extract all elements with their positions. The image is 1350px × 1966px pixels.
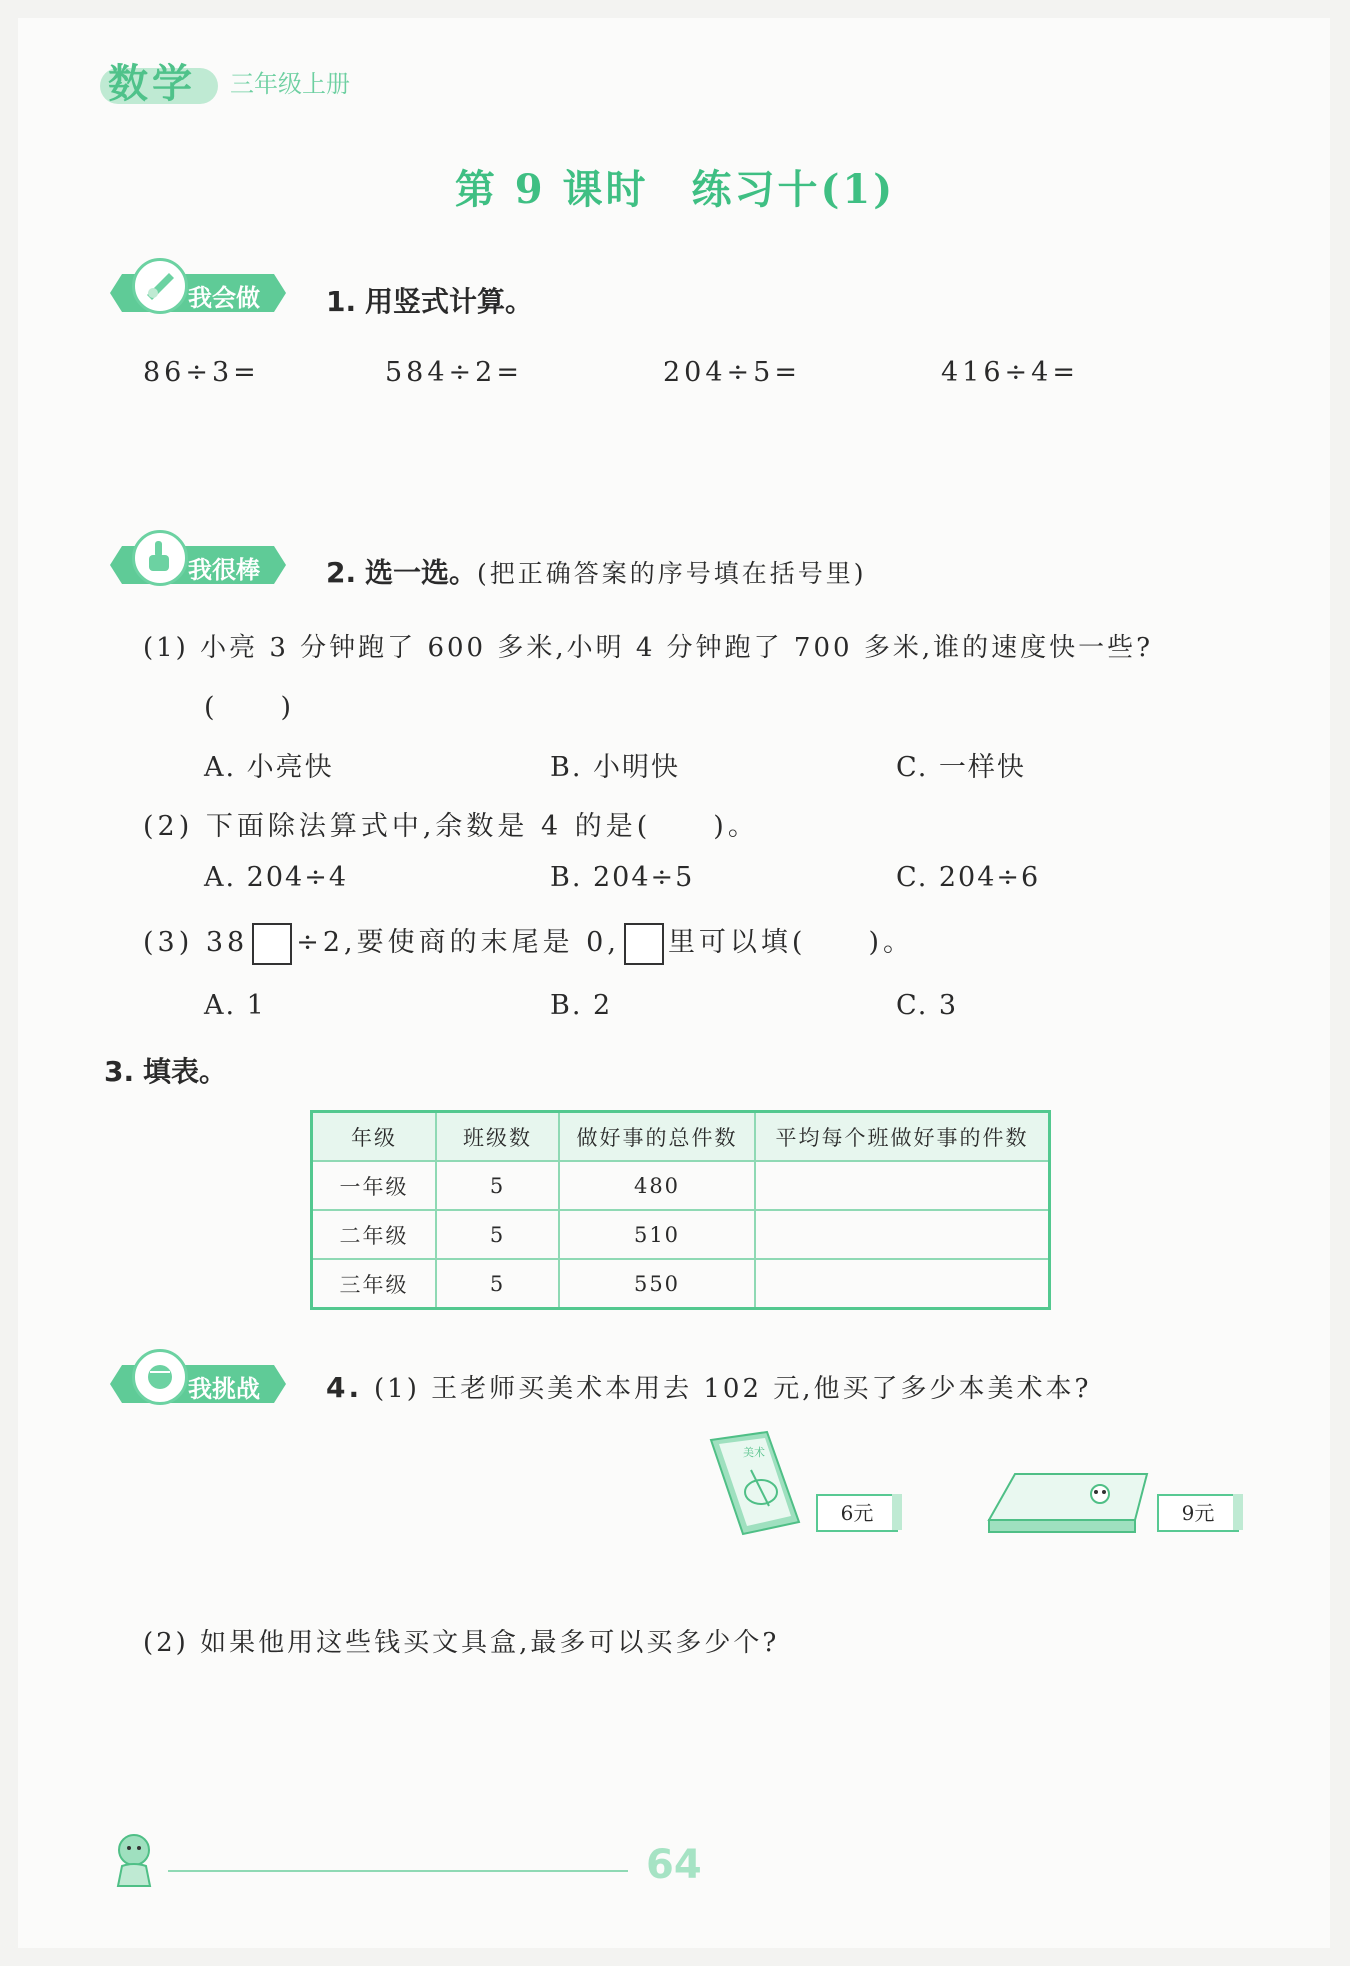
q4-sub2-text: (2) 如果他用这些钱买文具盒,最多可以买多少个? — [143, 1628, 780, 1658]
col-header-average: 平均每个班做好事的件数 — [755, 1112, 1050, 1162]
q2-note: (把正确答案的序号填在括号里) — [477, 559, 867, 588]
q1-item-3: 204÷5= — [663, 357, 801, 388]
q2-sub1 — [143, 627, 1153, 664]
pencil-box-price-tag: 9元 — [1157, 1494, 1239, 1532]
q2-sub3-label: (3) — [143, 927, 194, 958]
cell-total: 550 — [559, 1259, 755, 1309]
fist-icon — [132, 1349, 188, 1405]
col-header-grade: 年级 — [312, 1112, 437, 1162]
cell-classes: 5 — [436, 1210, 559, 1259]
pencil-box-icon — [985, 1470, 1155, 1540]
table-row — [312, 1161, 1050, 1210]
q3-prompt: 填表。 — [143, 1055, 228, 1088]
col-header-classes: 班级数 — [436, 1112, 559, 1162]
pencil-hand-icon — [132, 258, 188, 314]
q2-sub2-text: 下面除法算式中,余数是 4 的是( )。 — [205, 811, 759, 842]
cell-grade: 三年级 — [312, 1259, 437, 1309]
lesson-title: 第 9 课时 练习十(1) — [454, 166, 896, 213]
q2-sub3-text-a: 38 — [205, 927, 249, 958]
grade-label: 三年级上册 — [230, 70, 350, 98]
q2-sub2-label: (2) — [143, 811, 194, 842]
price-tag-stand — [892, 1494, 902, 1530]
q4-sub1-text: (1) 王老师买美术本用去 102 元,他买了多少本美术本? — [374, 1374, 1092, 1404]
art-book-price-tag: 6元 — [816, 1494, 898, 1532]
cell-average-blank[interactable] — [755, 1210, 1050, 1259]
cell-classes: 5 — [436, 1161, 559, 1210]
price-tag-stand — [1233, 1494, 1243, 1530]
q2-sub1-text: 小亮 3 分钟跑了 600 多米,小明 4 分钟跑了 700 多米,谁的速度快一些? — [200, 633, 1154, 663]
q1-item-2: 584÷2= — [385, 357, 523, 388]
q2-heading — [326, 551, 867, 591]
q2-sub2-option-b: B. 204÷5 — [550, 862, 695, 893]
q1-number: 1. — [326, 285, 357, 318]
cell-total: 510 — [559, 1210, 755, 1259]
q4-number: 4. — [326, 1371, 363, 1404]
q1-prompt: 用竖式计算。 — [365, 285, 534, 318]
q2-number: 2. — [326, 556, 357, 589]
badge-label: 我会做 — [188, 284, 260, 312]
q2-sub3-option-b: B. 2 — [550, 990, 613, 1021]
badge-label: 我很棒 — [188, 556, 260, 584]
mascot-icon — [100, 1828, 170, 1898]
good-deeds-table — [310, 1110, 1051, 1310]
q2-sub1-answer-paren[interactable]: ( ) — [204, 692, 296, 723]
q2-sub1-option-b: B. 小明快 — [550, 752, 681, 783]
q2-sub2-option-a: A. 204÷4 — [204, 862, 348, 893]
footer-divider — [168, 1870, 628, 1872]
cell-average-blank[interactable] — [755, 1161, 1050, 1210]
page-number: 64 — [646, 1842, 702, 1888]
subject-label: 数学 — [108, 61, 196, 107]
q2-sub3 — [143, 920, 914, 965]
cell-grade: 一年级 — [312, 1161, 437, 1210]
cell-average-blank[interactable] — [755, 1259, 1050, 1309]
q1-item-1: 86÷3= — [143, 357, 260, 388]
col-header-total: 做好事的总件数 — [559, 1112, 755, 1162]
badge-challenge — [108, 1361, 286, 1407]
digit-blank-box[interactable] — [252, 923, 292, 965]
cell-grade: 二年级 — [312, 1210, 437, 1259]
q1-item-4: 416÷4= — [941, 357, 1079, 388]
q2-prompt: 选一选。 — [365, 556, 478, 589]
q2-sub1-option-c: C. 一样快 — [896, 752, 1026, 783]
cell-classes: 5 — [436, 1259, 559, 1309]
q3-number: 3. — [104, 1055, 135, 1088]
table-header-row — [312, 1112, 1050, 1162]
thumbs-up-icon — [132, 530, 188, 586]
q4-heading — [326, 1368, 1092, 1405]
q2-sub2 — [143, 804, 759, 843]
digit-blank-box-ref — [624, 923, 664, 965]
cell-total: 480 — [559, 1161, 755, 1210]
q1-heading — [326, 280, 533, 320]
q2-sub1-option-a: A. 小亮快 — [204, 752, 334, 783]
q2-sub1-label: (1) — [143, 633, 189, 663]
q2-sub3-option-a: A. 1 — [204, 990, 266, 1021]
q2-sub3-text-c: 里可以填( )。 — [667, 927, 915, 958]
q2-sub3-text-b: ÷2,要使商的末尾是 0, — [296, 927, 620, 958]
q3-heading — [104, 1050, 227, 1090]
badge-can-do — [108, 270, 286, 316]
art-book-icon — [705, 1430, 805, 1540]
table-row — [312, 1210, 1050, 1259]
q2-sub2-option-c: C. 204÷6 — [896, 862, 1041, 893]
badge-great — [108, 542, 286, 588]
q2-sub3-option-c: C. 3 — [896, 990, 959, 1021]
table-row — [312, 1259, 1050, 1309]
badge-label: 我挑战 — [188, 1375, 260, 1403]
art-book-cover-text: 美术 — [743, 1446, 765, 1459]
